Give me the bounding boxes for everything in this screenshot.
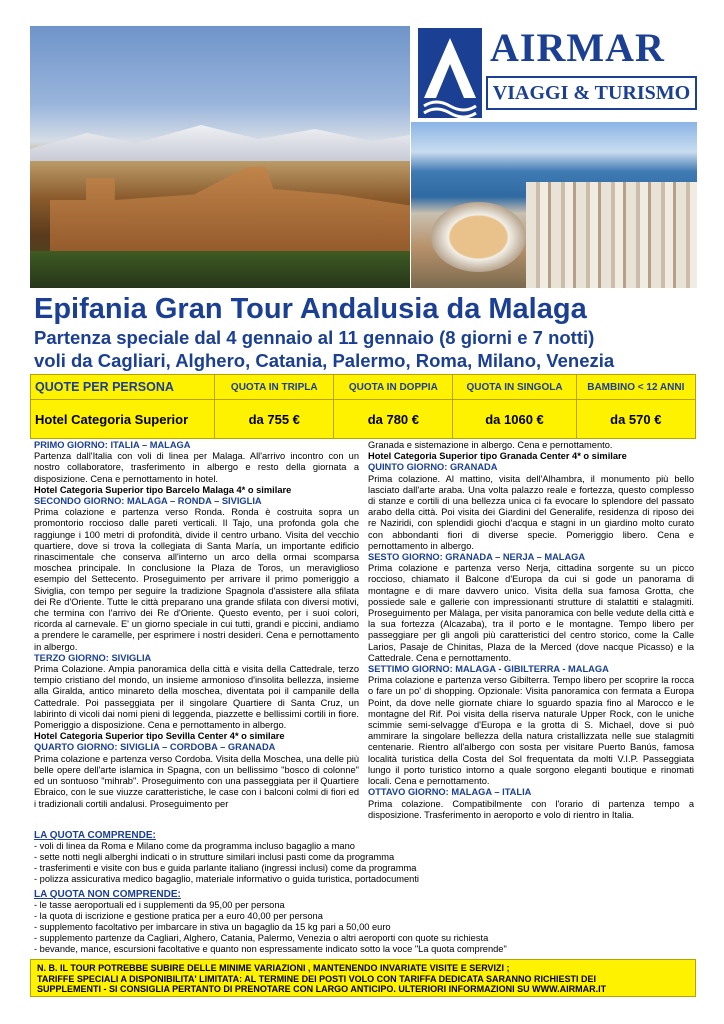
includes-section (34, 830, 694, 885)
trees-shape (30, 251, 410, 288)
page-subtitle: Partenza speciale dal 4 gennaio al 11 gennaio (8 giorni e 7 notti) (34, 327, 595, 348)
quote-value-row (31, 400, 696, 439)
day-heading: TERZO GIORNO: SIVIGLIA (34, 652, 152, 663)
includes-item: - voli di linea da Roma e Milano come da programma incluso bagaglio a mano (34, 841, 355, 851)
hotel-line: Hotel Categoria Superior tipo Sevilla Center 4* o similare (34, 731, 285, 742)
day-text: Prima Colazione. Ampia panoramica della città e visita della Cattedrale, terzo tempio cristiano del mondo, un insieme armonioso d'insolita bellezza, insieme alla Giralda, antico minareto della moschea, diventata poi il campanile della Cattedrale. Poi passeggiata per il singolare Quartiere di Santa Cruz, un labirinto di vicoli dai nomi pieni di leggenda, piazzette e bellissimi cortili in fiore. Pomeriggio a disposizione. Cena e pernottamento in albergo. (34, 664, 359, 731)
day-heading: PRIMO GIORNO: ITALIA – MALAGA (34, 440, 191, 450)
day-heading: QUARTO GIORNO: SIVIGLIA – CORDOBA – GRANADA (34, 742, 276, 753)
footer-line: SUPPLEMENTI - SI CONSIGLIA PERTANTO DI PRENOTARE CON LARGO ANTICIPO. ULTERIORI INFORMAZIONI SU WWW.AIRMAR.IT (37, 984, 607, 995)
quote-header-cell: QUOTA IN TRIPLA (215, 375, 334, 400)
logo-mark-icon (418, 28, 482, 118)
alhambra-photo (30, 26, 410, 288)
includes-title: LA QUOTA COMPRENDE: (34, 830, 156, 841)
quote-header-row (31, 375, 696, 400)
quote-header-cell: QUOTA IN SINGOLA (453, 375, 576, 400)
day-heading: SETTIMO GIORNO: MALAGA - GIBILTERRA - MALAGA (368, 664, 609, 675)
quote-value-cell: da 1060 € (453, 400, 576, 439)
excludes-item: - le tasse aeroportuali ed i supplementi da 95,00 per persona (34, 900, 285, 910)
quote-header-cell: QUOTE PER PERSONA (31, 375, 215, 400)
includes-item: - sette notti negli alberghi indicati o in strutture similari inclusi pasti come da programma (34, 852, 395, 862)
day-text: Partenza dall'Italia con voli di linea per Malaga. All'arrivo incontro con un nostro collaboratore, trasferimento in albergo e resto della giornata a disposizione. Cena e pernottamento in hotel. (34, 451, 359, 484)
itinerary-right-column (368, 440, 694, 821)
includes-item: - trasferimenti e visite con bus e guida parlante italiano (ingressi inclusi) come da programma (34, 863, 417, 873)
day-heading: SECONDO GIORNO: MALAGA – RONDA – SIVIGLIA (34, 496, 262, 507)
footer-line: N. B. IL TOUR POTREBBE SUBIRE DELLE MINIME VARIAZIONI , MANTENENDO INVARIATE VISITE E SERVIZI ; (37, 963, 510, 973)
day-heading: SESTO GIORNO: GRANADA – NERJA – MALAGA (368, 552, 586, 563)
brand-name: AIRMAR (490, 25, 665, 70)
excludes-item: - supplemento partenze da Cagliari, Alghero, Catania, Palermo, Venezia o altri aeroporti con quote su richiesta (34, 933, 489, 943)
footer-notice (30, 959, 696, 997)
day-text: Prima colazione e partenza verso Cordoba. Visita della Moschea, una delle più belle opere dell'arte islamica in Spagna, con un bellissimo "bosco di colonne" ed un sontuoso "mihrab". Proseguimento con una passeggiata per il Quartiere Ebraico, con le sue viuzze caratteristiche, le case con i balconi colmi di fiori ed i tradizionali cortili andalusi. Proseguimento per (34, 753, 359, 809)
page-subtitle-flights: voli da Cagliari, Alghero, Catania, Palermo, Roma, Milano, Venezia (34, 350, 615, 371)
excludes-item: - supplemento facoltativo per imbarcare in stiva un bagaglio da 15 kg pari a 50,00 euro (34, 922, 391, 932)
day-text: Granada e sistemazione in albergo. Cena e pernottamento. (368, 440, 613, 450)
footer-line: TARIFFE SPECIALI A DISPONIBILITA' LIMITATA: AL TERMINE DEI POSTI VOLO CON TARIFFA DEDICATA SARANNO RICHIESTI DEI (37, 973, 596, 984)
excludes-item: - bevande, mance, escursioni facoltative e quanto non espressamente indicato sotto la voce "La quota comprende" (34, 944, 507, 954)
city-shape (526, 182, 697, 288)
day-text: Prima colazione. Compatibilmente con l'orario di partenza tempo a disposizione. Trasferimento in aeroporto e volo di rientro in Italia. (368, 798, 694, 820)
page-title: Epifania Gran Tour Andalusia da Malaga (34, 293, 587, 325)
excludes-title: LA QUOTA NON COMPRENDE: (34, 889, 181, 900)
hotel-line: Hotel Categoria Superior tipo Granada Center 4* o similare (368, 451, 627, 462)
brand-tagline: VIAGGI & TURISMO (486, 76, 697, 110)
includes-item: - polizza assicurativa medico bagaglio, materiale informativo o guida turistica, portadocumenti (34, 874, 419, 884)
itinerary-left-column (34, 440, 359, 810)
excludes-section (34, 889, 694, 955)
quote-value-cell: da 570 € (576, 400, 695, 439)
quote-header-cell: QUOTA IN DOPPIA (334, 375, 453, 400)
excludes-item: - la quota di iscrizione e gestione pratica per a euro 40,00 per persona (34, 911, 323, 921)
day-text: Prima colazione e partenza verso Ronda. Ronda è costruita sopra un promontorio roccioso dalle pareti verticali. Il Tajo, una profonda gola che raggiunge i 100 metri di profondità, divide il centro urbano. Visita del vecchio quartiere, dove si trova la collegiata di Santa María, un importante edificio rinascimentale che conserva all'interno un arco della ormai scomparsa moschea principale. In conclusione la Plaza de Toros, un meraviglioso esempio del Settecento. Proseguimento per arrivare il primo pomeriggio a Siviglia, con tempo per seguire la tradizione Spagnola d'assistere alla sfilata dei Re d'Oriente. Tutte le città preparano una grande sfilata con diversi motivi, che termina con l'arrivo dei Re d'Oriente. Questo evento, per i suoi colori, ricorda al carnevale. E' un giorno speciale in cui tutti, grandi e piccini, andiamo a prendere le caramelle, per esprimere i nostri desideri. Cena e pernottamento in albergo. (34, 507, 359, 652)
mountains-shape (30, 121, 410, 161)
day-text: Prima colazione e partenza verso Nerja, cittadina sorgente su un picco roccioso, chiamato il Balcone d'Europa da cui si gode un panorama di montagne e di mare davvero unico. Visita della sua famosa Grotta, che possiede sale e gallerie con impressionanti strutture di stalattiti e stalagmiti. Proseguimento per Màlaga, per visita panoramica con belle vedute della città e la sua fortezza (Alcazaba), tra il porto e le montagne. Tempo libero per passeggiare per gli angoli più caratteristici del centro storico, come la Calle Larios, Pasaje de Chinitas, Plaza de la Merced (dove nacque Picasso) e la Cattedrale. Cena e pernottamento. (368, 563, 694, 663)
quote-header-cell: BAMBINO < 12 ANNI (576, 375, 695, 400)
bullring-shape (431, 202, 526, 272)
malaga-photo (411, 122, 697, 288)
quote-value-cell: da 755 € (215, 400, 334, 439)
quote-value-cell: Hotel Categoria Superior (31, 400, 215, 439)
quote-table (30, 374, 696, 439)
day-heading: QUINTO GIORNO: GRANADA (368, 462, 498, 473)
airmar-logo (418, 25, 697, 118)
day-heading: OTTAVO GIORNO: MALAGA – ITALIA (368, 787, 532, 798)
castle-shape (50, 156, 410, 266)
day-text: Prima colazione. Al mattino, visita dell'Alhambra, il monumento più bello lasciato dall'arte araba. Una volta palazzo reale e fortezza, questo complesso di stanze e cortili di una bellezza unica ci fa evocare lo splendore del passato arabo della città. Poi visita dei Giardini del Generalife, residenza di riposo dei re Naziridi, con splendidi giochi d'acqua e stagni in un giardino molto curato con abbondanti fiori di diverse specie. Pomeriggio libero. Cena e pernottamento in albergo. (368, 473, 694, 551)
hotel-line: Hotel Categoria Superior tipo Barcelo Malaga 4* o similare (34, 484, 292, 495)
day-text: Prima colazione e partenza verso Gibilterra. Tempo libero per scoprire la rocca o fare un po' di shopping. Opzionale: Visita panoramica con fermata a Europa Point, da dove nelle giornate chiare lo sguardo spazia fino al Marocco e le montagne del Rif. Poi visita della riserva naturale Upper Rock, con le uniche scimmie semi-selvagge d'Europa e la grotta di S. Michael, dove si può ammirare la singolare bellezza della natura cristallizzata nelle sue stalagmiti centenarie. Rientro all'albergo con sosta per visitare Puerto Banús, famosa località turistica della Costa del Sol frequentata da molti V.I.P. Passeggiata lungo il porto turistico intorno a quale sorgono eleganti boutique e rinomati locali. Cena e pernottamento. (368, 675, 694, 787)
quote-value-cell: da 780 € (334, 400, 453, 439)
